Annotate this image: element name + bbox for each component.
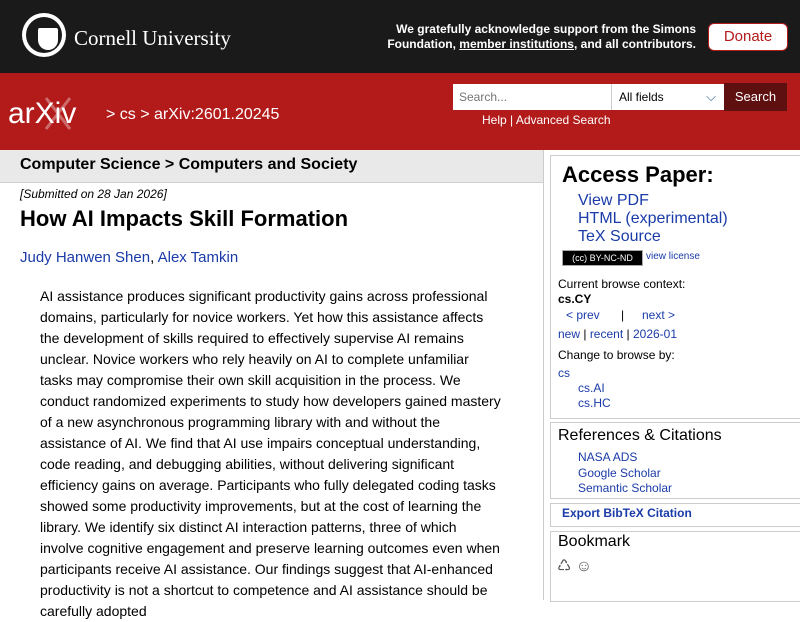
ack-line2-pre: Foundation, xyxy=(387,37,460,51)
search-input[interactable] xyxy=(453,84,611,110)
references-title: References & Citations xyxy=(558,427,722,444)
browse-cs-ai-link[interactable]: cs.AI xyxy=(578,381,605,395)
field-select[interactable] xyxy=(611,84,724,110)
ack-line1: We gratefully acknowledge support from the Simons xyxy=(396,22,696,36)
view-license-link[interactable]: view license xyxy=(646,251,700,262)
arxiv-logo-text: arXiv xyxy=(8,97,77,130)
member-institutions-link[interactable]: member institutions xyxy=(459,37,574,51)
recent-link[interactable]: recent xyxy=(589,327,624,341)
bookmark-title: Bookmark xyxy=(558,533,631,550)
ack-line2-post: , and all contributors. xyxy=(573,37,696,51)
search-button[interactable]: Search xyxy=(724,83,787,111)
breadcrumb[interactable]: > cs > arXiv:2601.20245 xyxy=(106,106,280,123)
prev-link[interactable]: < prev xyxy=(566,308,600,322)
help-links xyxy=(482,113,611,127)
field-select-value: All fields xyxy=(619,90,664,104)
advanced-search-link[interactable]: Advanced Search xyxy=(515,113,611,127)
access-paper-title: Access Paper: xyxy=(562,162,714,187)
month-link[interactable]: 2026-01 xyxy=(632,327,678,341)
subject-header xyxy=(0,150,543,183)
acknowledgement-text xyxy=(380,22,696,52)
cornell-seal-icon[interactable] xyxy=(22,13,66,57)
subject-breadcrumb: Computer Science > Computers and Society xyxy=(20,156,358,173)
nav-separator: | xyxy=(621,308,625,322)
reddit-icon[interactable]: ☺ xyxy=(575,558,593,575)
donate-button[interactable]: Donate xyxy=(708,23,788,51)
browse-cs-hc-link[interactable]: cs.HC xyxy=(578,396,611,410)
browse-context-value: cs.CY xyxy=(558,292,592,306)
tex-source-link[interactable]: TeX Source xyxy=(578,228,661,245)
new-link[interactable]: new xyxy=(558,327,581,341)
cc-license-badge[interactable]: (cc) BY-NC-ND xyxy=(562,250,643,266)
semantic-scholar-link[interactable]: Semantic Scholar xyxy=(578,481,673,495)
bibsonomy-icon[interactable]: ♺ xyxy=(557,558,572,575)
next-link[interactable]: next > xyxy=(642,308,676,322)
google-scholar-link[interactable]: Google Scholar xyxy=(578,466,661,480)
author-list: Judy Hanwen Shen, Alex Tamkin xyxy=(20,249,239,266)
browse-context-label: Current browse context: xyxy=(558,277,686,291)
nasa-ads-link[interactable]: NASA ADS xyxy=(578,450,638,464)
chevron-down-icon: ⌵ xyxy=(706,89,716,104)
cornell-university-name[interactable]: Cornell University xyxy=(74,26,231,50)
bookmark-icons xyxy=(557,556,592,576)
help-sep: | xyxy=(506,113,516,127)
view-pdf-link[interactable]: View PDF xyxy=(578,192,649,209)
author-link[interactable]: Judy Hanwen Shen xyxy=(20,249,151,266)
help-link[interactable]: Help xyxy=(482,113,507,127)
html-experimental-link[interactable]: HTML (experimental) xyxy=(578,210,728,227)
abstract-text: AI assistance produces significant productivity gains across professional domains, particularly for novice workers. Yet how this assistance affects the development of skills required to effectively supervise AI remains unclear. Novice workers who rely heavily on AI to complete unfamiliar tasks may compromise their own skill acquisition in the process. We conduct randomized experiments to study how developers gained mastery of a new asynchronous programming library with and without the assistance of AI. We find that AI use impairs conceptual understanding, code reading, and debugging abilities, without delivering significant efficiency gains on average. Participants who fully delegated coding tasks showed some productivity improvements, but at the cost of learning the library. We identify six distinct AI interaction patterns, three of which involve cognitive engagement and preserve learning outcomes even when participants receive AI assistance. Our findings suggest that AI-enhanced productivity is not a shortcut to competence and AI assistance should be carefully adopted xyxy=(40,288,501,619)
export-bibtex-link[interactable]: Export BibTeX Citation xyxy=(562,506,692,520)
author-link[interactable]: Alex Tamkin xyxy=(157,249,239,266)
arxiv-logo-icon[interactable] xyxy=(8,93,104,133)
paper-title: How AI Impacts Skill Formation xyxy=(20,206,349,231)
change-browse-label: Change to browse by: xyxy=(558,348,675,362)
submission-date: [Submitted on 28 Jan 2026] xyxy=(20,187,167,201)
new-recent-month-links: new | recent | 2026-01 xyxy=(558,327,678,341)
browse-cs-link[interactable]: cs xyxy=(558,366,570,380)
